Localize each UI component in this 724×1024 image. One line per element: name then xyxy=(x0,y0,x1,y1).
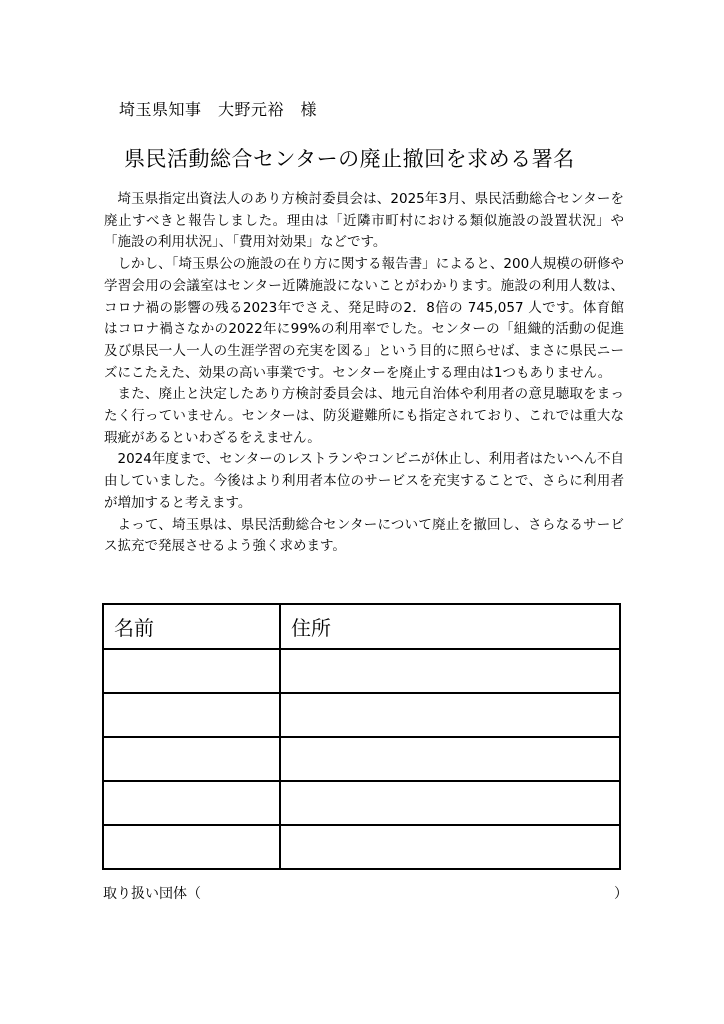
address-cell[interactable] xyxy=(280,781,620,825)
document-title: 県民活動総合センターの廃止撤回を求める署名 xyxy=(124,147,575,171)
name-cell[interactable] xyxy=(103,781,280,825)
table-row xyxy=(103,737,620,781)
address-cell[interactable] xyxy=(280,825,620,869)
name-column-header: 名前 xyxy=(103,604,280,649)
organization-line xyxy=(103,883,628,903)
name-cell[interactable] xyxy=(103,825,280,869)
table-row xyxy=(103,693,620,737)
address-cell[interactable] xyxy=(280,693,620,737)
organization-close-paren: ） xyxy=(614,886,628,902)
table-header-row xyxy=(103,604,620,649)
table-row xyxy=(103,825,620,869)
paragraph-2: しかし、「埼玉県公の施設の在り方に関する報告書」によると、200人規模の研修や学習会用の会議室はセンター近隣施設にないことがわかります。施設の利用人数は、コロナ禍の影響の残る2023年でさえ、発足時の2．8倍の 745,057 人です。体育館はコロナ禍さなかの2022年に99%の利用率でした。センターの「組織的活動の促進及び県民一人一人の生涯学習の充実を図る」という目的に照らせば、まさに県民ニーズにこたえた、効果の高い事業です。センターを廃止する理由は1つもありません。 xyxy=(104,256,624,381)
paragraph-1: 埼玉県指定出資法人のあり方検討委員会は、2025年3月、県民活動総合センターを廃止すべきと報告しました。理由は「近隣市町村における類似施設の設置状況」や「施設の利用状況」、「費用対効果」などです。 xyxy=(104,191,624,251)
paragraph-5: よって、埼玉県は、県民活動総合センターについて廃止を撤回し、さらなるサービス拡充で発展させるよう強く求めます。 xyxy=(104,516,624,555)
address-cell[interactable] xyxy=(280,737,620,781)
address-cell[interactable] xyxy=(280,649,620,693)
name-cell[interactable] xyxy=(103,649,280,693)
petition-body xyxy=(104,189,624,558)
name-cell[interactable] xyxy=(103,693,280,737)
table-row xyxy=(103,781,620,825)
address-column-header: 住所 xyxy=(280,604,620,649)
table-row xyxy=(103,649,620,693)
signature-table xyxy=(102,603,621,870)
name-cell[interactable] xyxy=(103,737,280,781)
paragraph-3: また、廃止と決定したあり方検討委員会は、地元自治体や利用者の意見聴取をまったく行っていません。センターは、防災避難所にも指定されており、これでは重大な瑕疵があるといわざるをえません。 xyxy=(104,386,624,446)
paragraph-4: 2024年度まで、センターのレストランやコンビニが休止し、利用者はたいへん不自由していました。今後はより利用者本位のサービスを充実することで、さらに利用者が増加すると考えます。 xyxy=(104,451,624,511)
organization-label: 取り扱い団体（ xyxy=(103,886,201,902)
addressee: 埼玉県知事 大野元裕 様 xyxy=(119,100,318,119)
